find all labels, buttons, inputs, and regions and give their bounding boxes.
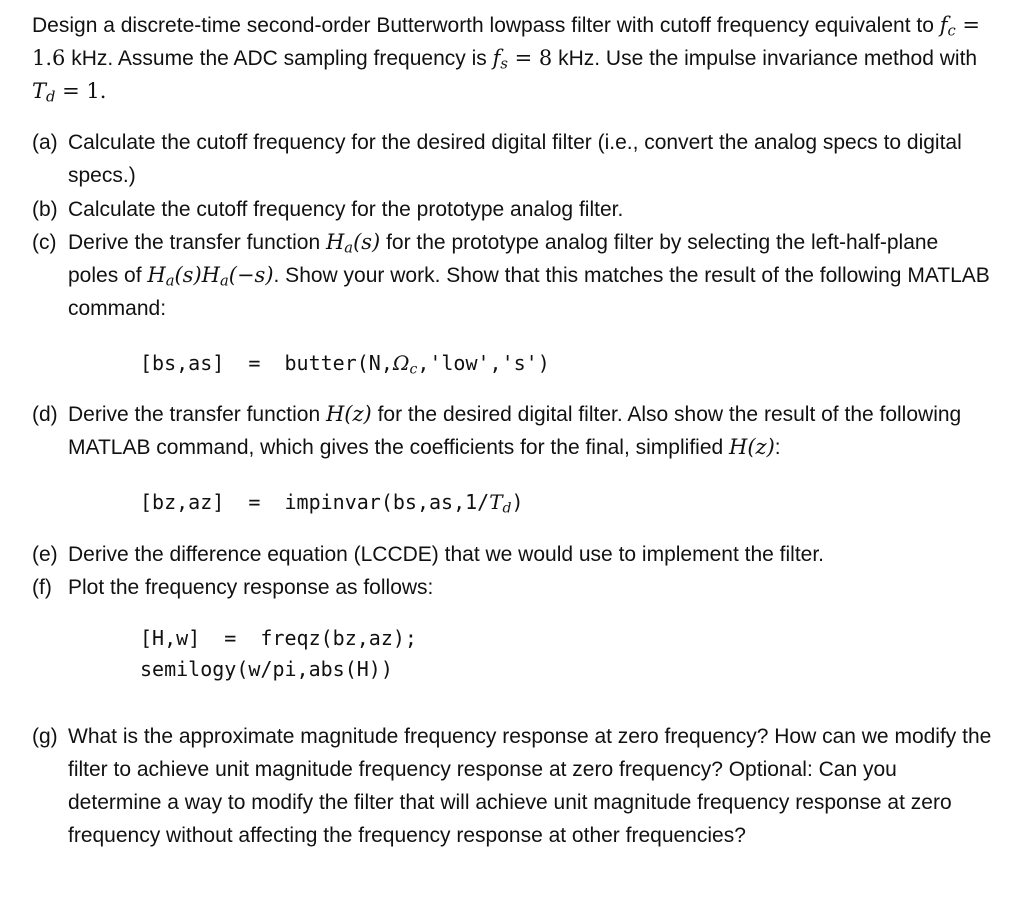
item-d-label: (d) — [32, 403, 58, 426]
hz-symbol-1: H(z) — [325, 402, 372, 426]
ha-product-argument-2: (−s) — [228, 263, 274, 287]
item-c-text-2: for the prototype analog filter by selecting the left-half-plane poles of — [68, 231, 939, 287]
code-semilogy: semilogy(w/pi,abs(H)) — [140, 657, 393, 681]
item-e-label: (e) — [32, 543, 58, 566]
intro-text-3: kHz. Use the impulse invariance method with — [552, 47, 978, 70]
item-d-text-1: Derive the transfer function — [68, 403, 326, 426]
item-f-label: (f) — [32, 576, 52, 599]
item-a-label: (a) — [32, 131, 58, 154]
fc-subscript: c — [947, 22, 956, 40]
item-c-text — [68, 226, 992, 325]
problem-intro — [32, 9, 992, 108]
item-g — [32, 720, 992, 852]
code-butter-post: ,'low','s') — [417, 351, 550, 375]
item-e-text: Derive the difference equation (LCCDE) that we would use to implement the filter. — [68, 543, 824, 566]
td-symbol: T — [32, 79, 47, 103]
item-c-label: (c) — [32, 231, 57, 254]
item-d-text-3: : — [774, 436, 781, 459]
ha-product-subscript-1: a — [165, 272, 175, 290]
fs-symbol: f — [492, 46, 501, 70]
item-a-text: Calculate the cutoff frequency for the desired digital filter (i.e., convert the analog specs to digital specs.) — [68, 131, 962, 187]
td-subscript: d — [46, 88, 56, 106]
item-d — [32, 398, 992, 464]
item-c — [32, 226, 992, 325]
fc-value: = 1.6 — [32, 13, 981, 70]
ha-product-symbol-2: H — [201, 263, 220, 287]
item-b — [32, 193, 992, 226]
code-impinvar-post: ) — [511, 490, 524, 514]
ha-subscript: a — [344, 239, 354, 257]
fc-symbol: f — [939, 13, 948, 37]
fs-value: = 8 — [507, 46, 553, 70]
hz-symbol-2: H(z) — [729, 435, 775, 459]
ha-product-subscript-2: a — [219, 272, 229, 290]
ha-symbol: H — [325, 230, 345, 254]
intro-text-2: kHz. Assume the ADC sampling frequency is — [65, 47, 493, 70]
item-g-text: What is the approximate magnitude frequency response at zero frequency? How can we modify the filter to achieve unit magnitude frequency response at zero frequency? Optional: Can you determine a way to modify the filter that will achieve unit magnitude frequency response at zero frequency without affecting the frequency response at other frequencies? — [68, 725, 992, 847]
item-d-text — [68, 398, 992, 464]
ha-argument: (s) — [353, 230, 381, 254]
ha-product-symbol-1: H — [147, 263, 166, 287]
item-a — [32, 126, 992, 192]
td-code-symbol: T — [489, 490, 503, 514]
item-g-label: (g) — [32, 725, 58, 748]
item-f — [32, 571, 992, 604]
item-c-text-3: . Show your work. Show that this matches the result of the following MATLAB command: — [68, 264, 990, 320]
code-freqz: [H,w] = freqz(bz,az); — [140, 626, 417, 650]
code-impinvar — [140, 487, 524, 517]
item-b-text: Calculate the cutoff frequency for the prototype analog filter. — [68, 198, 624, 221]
intro-text-1: Design a discrete-time second-order Butterworth lowpass filter with cutoff frequency equivalent to — [32, 14, 940, 37]
omega-subscript: c — [409, 361, 418, 378]
item-c-text-1: Derive the transfer function — [68, 231, 326, 254]
td-value: = 1. — [55, 79, 107, 103]
fs-subscript: s — [500, 55, 508, 73]
item-b-label: (b) — [32, 198, 58, 221]
code-butter-pre: [bs,as] = butter(N, — [140, 351, 393, 375]
code-impinvar-pre: [bz,az] = impinvar(bs,as,1/ — [140, 490, 490, 514]
item-f-text: Plot the frequency response as follows: — [68, 576, 434, 599]
item-e — [32, 538, 992, 571]
item-d-text-2: for the desired digital filter. Also show the result of the following MATLAB command, which gives the coefficients for the final, simplified — [68, 403, 962, 459]
ha-product-argument-1: (s) — [174, 263, 202, 287]
omega-symbol: Ω — [392, 351, 410, 375]
td-code-subscript: d — [502, 500, 512, 517]
code-butter — [140, 348, 550, 378]
